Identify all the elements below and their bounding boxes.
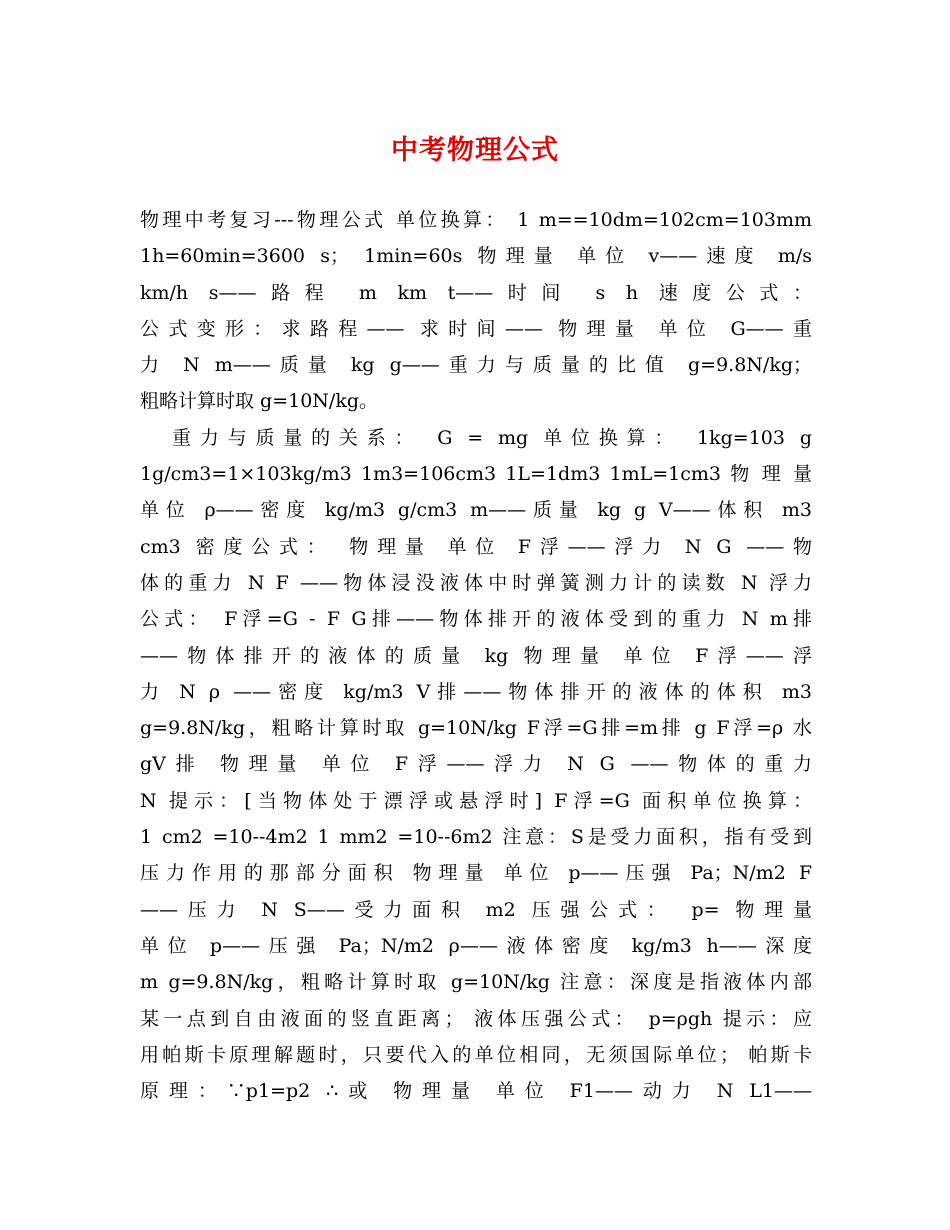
text-line: 单位 p——压强 Pa；N/m2 ρ——液体密度 kg/m3 h——深度 [140, 934, 812, 957]
text-line: g=9.8N/kg，粗略计算时取 g=10N/kg F浮=G排=m排 g F浮=ρ 水 [140, 717, 812, 740]
text-line: 公式变形：求路程—— 求时间—— 物理量 单位 G——重 [140, 317, 812, 340]
text-line: cm3 密度公式： 物理量 单位 F浮——浮力 N G ——物 [140, 535, 812, 558]
text-line: 某一点到自由液面的竖直距离； 液体压强公式： p=ρgh 提示：应 [140, 1007, 812, 1030]
text-line: 单位 ρ——密度 kg/m3 g/cm3 m——质量 kg g V——体积 m3 [140, 499, 812, 522]
text-line: 公式： F浮=G - F G排——物体排开的液体受到的重力 N m排 [140, 608, 812, 631]
document-body [140, 202, 812, 1109]
document-title: 中考物理公式 [391, 135, 559, 166]
text-line: 力 N m——质量 kg g——重力与质量的比值 g=9.8N/kg； [140, 354, 812, 377]
paragraph-first-line: 重力与质量的关系： G = mg 单位换算： 1kg=103 g [172, 426, 812, 449]
text-line: m g=9.8N/kg，粗略计算时取 g=10N/kg 注意：深度是指液体内部 [140, 971, 812, 994]
text-line: 体的重力 N F ——物体浸没液体中时弹簧测力计的读数 N 浮力 [140, 571, 812, 594]
text-line: 力 N ρ ——密度 kg/m3 V排——物体排开的液体的体积 m3 [140, 680, 812, 703]
text-line: 粗略计算时取 g=10N/kg。 [140, 390, 379, 413]
text-line: 1 cm2 =10--4m2 1 mm2 =10--6m2 注意：S是受力面积，指有受到 [140, 826, 812, 849]
text-line: ——压力 N S——受力面积 m2 压强公式： p= 物理量 [140, 898, 812, 921]
text-line: 用帕斯卡原理解题时，只要代入的单位相同，无须国际单位； 帕斯卡 [140, 1043, 812, 1066]
text-line: 1h=60min=3600 s； 1min=60s 物理量 单位 v——速度 m/s [140, 245, 812, 268]
text-line: 原理：∵p1=p2 ∴或 物理量 单位 F1——动力 N L1—— [140, 1080, 812, 1103]
text-line: 压力作用的那部分面积 物理量 单位 p——压强 Pa；N/m2 F [140, 862, 812, 885]
text-line: gV排 物理量 单位 F浮——浮力 N G ——物体的重力 [140, 753, 812, 776]
text-line: km/h s——路程 m km t——时间 s h 速度公式： [140, 281, 812, 304]
text-line: N 提示：[当物体处于漂浮或悬浮时] F浮=G 面积单位换算： [140, 789, 812, 812]
text-line: 物理中考复习---物理公式 单位换算： 1 m==10dm=102cm=103mm [140, 209, 812, 231]
text-line: 1g/cm3=1×103kg/m3 1m3=106cm3 1L=1dm3 1mL=1cm3 物 理 量 [140, 463, 812, 486]
text-line: ——物体排开的液体的质量 kg 物理量 单位 F浮——浮 [140, 644, 812, 667]
